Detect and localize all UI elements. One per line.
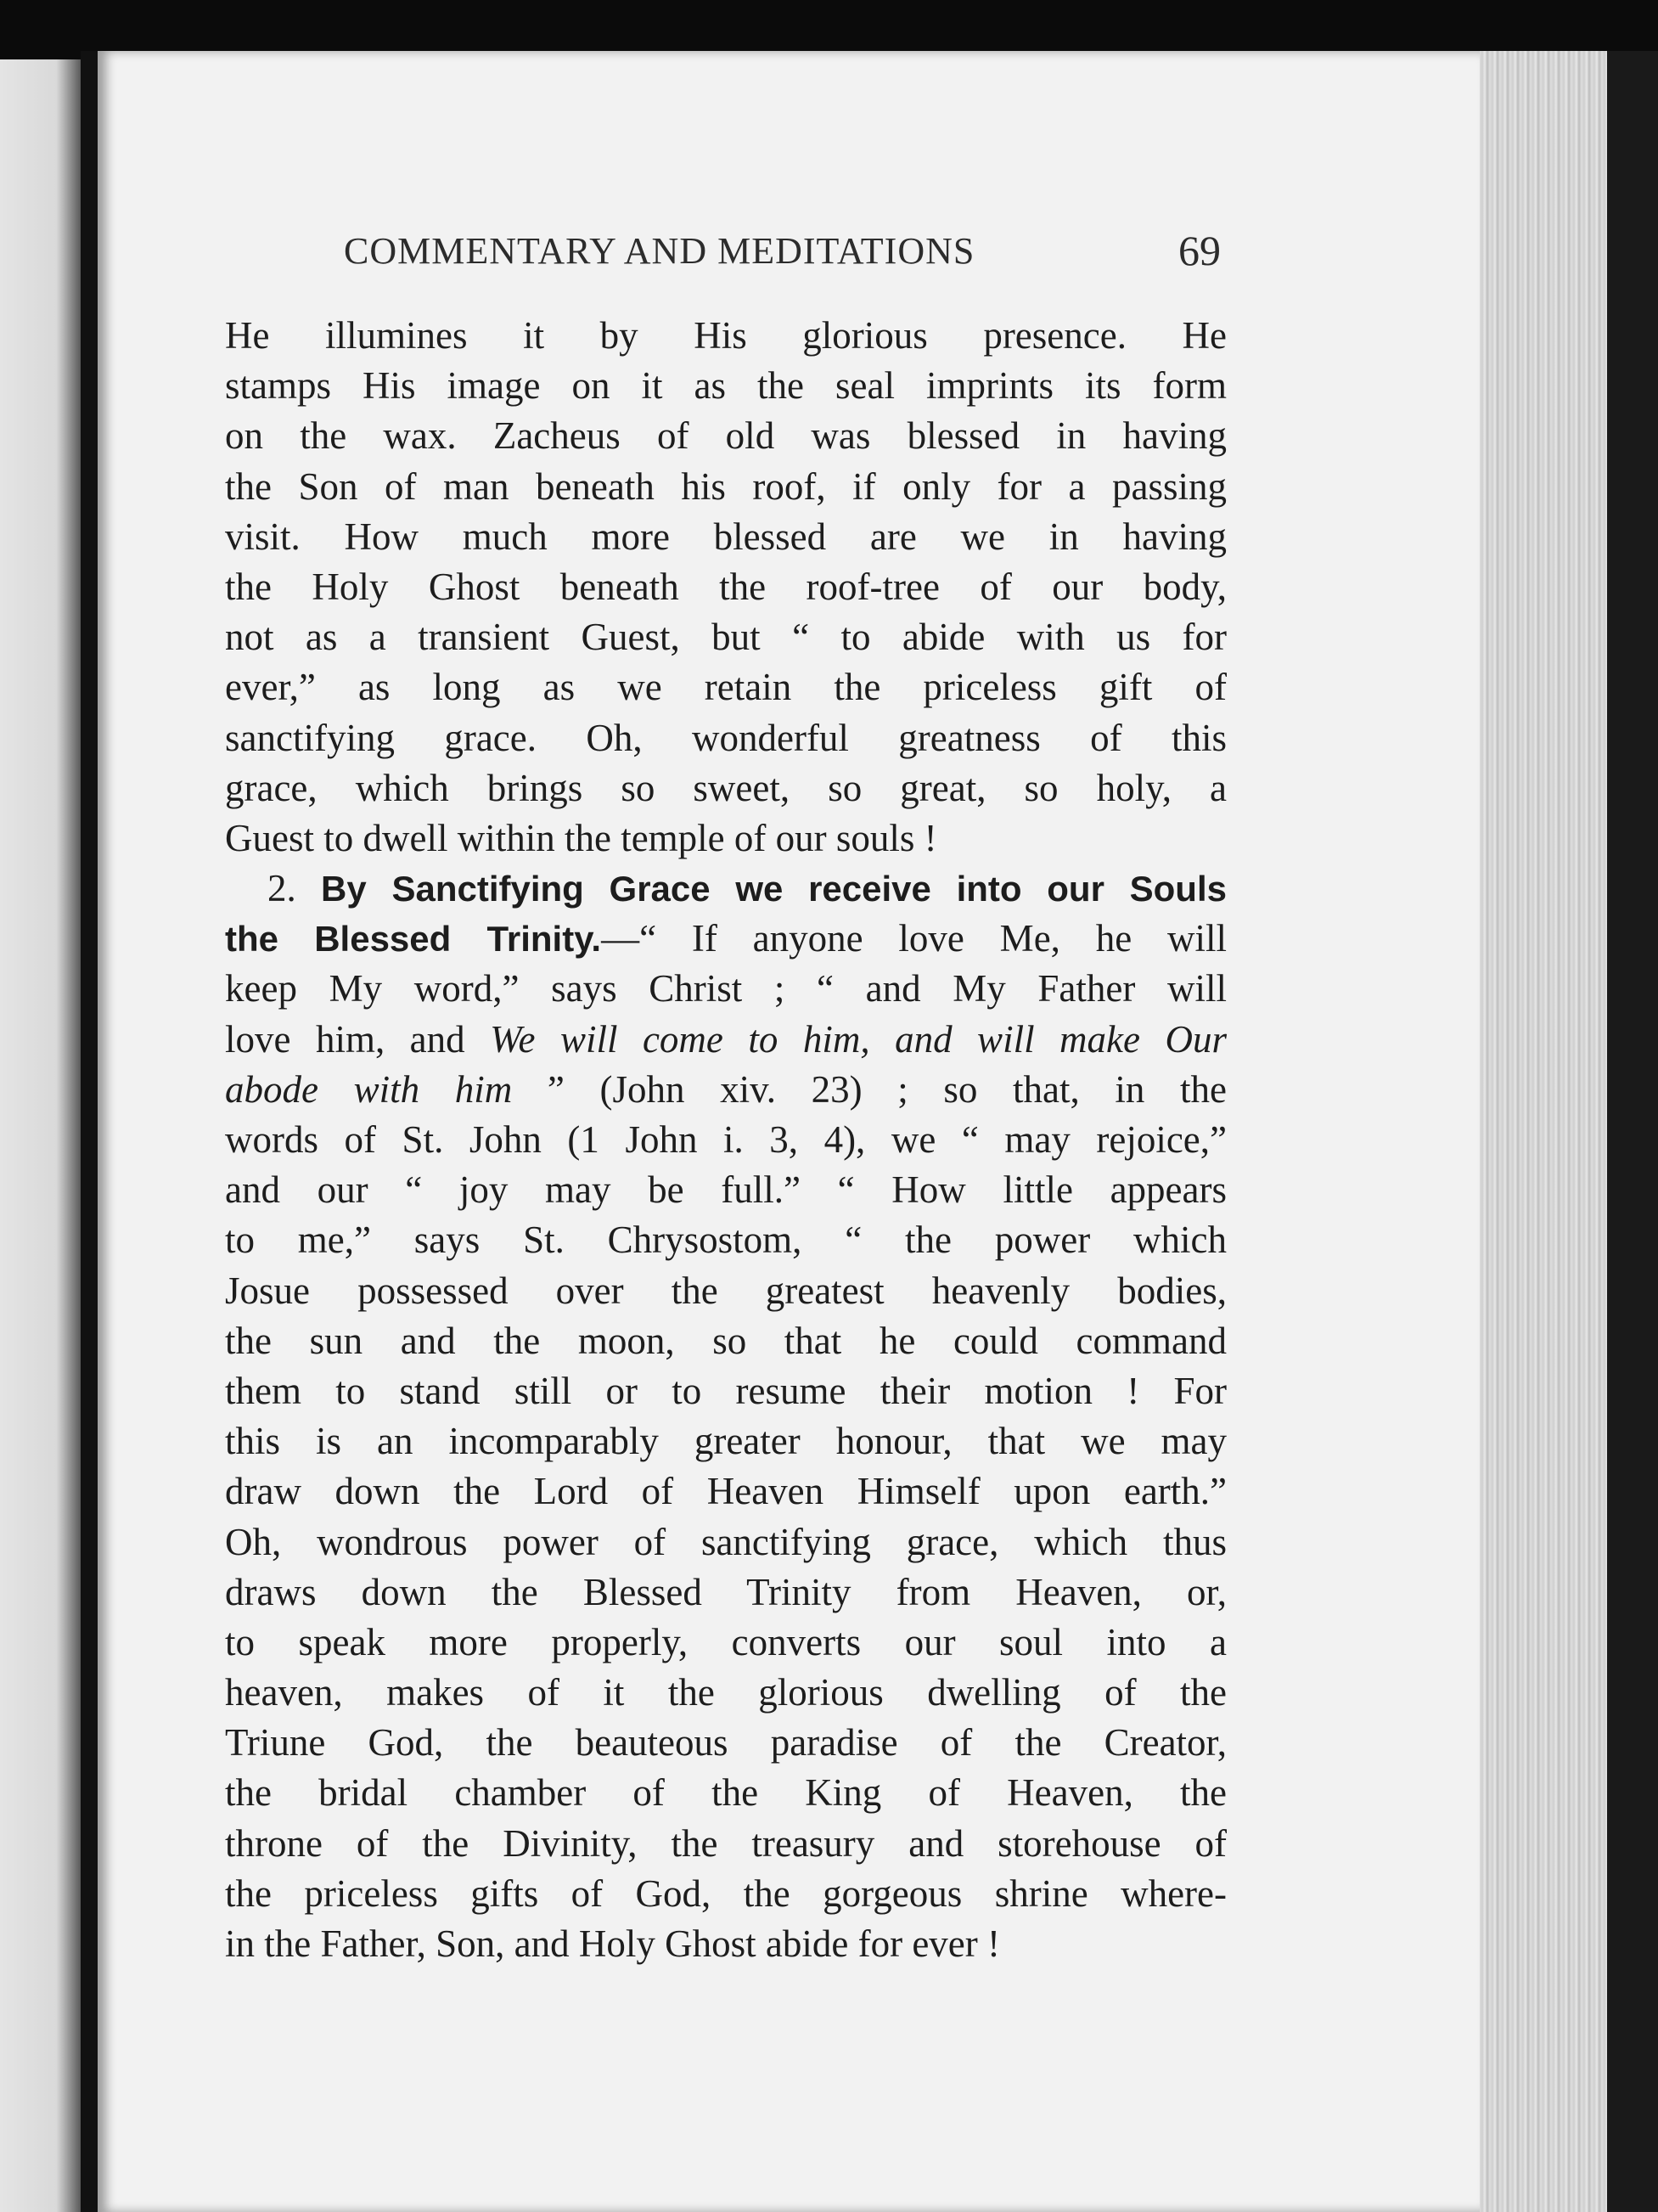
text-line: stamps His image on it as the seal imprints its form <box>225 364 1227 408</box>
page-edge-stack <box>1480 51 1607 2212</box>
text-line: draws down the Blessed Trinity from Heaven, or, <box>225 1570 1227 1613</box>
text-line: on the wax. Zacheus of old was blessed in having <box>225 414 1227 458</box>
italic-quote: We will come to him, and will make Our <box>490 1017 1227 1061</box>
text-span: ” (John xiv. 23) ; so that, in the <box>512 1067 1227 1111</box>
text-line: Josue possessed over the greatest heavenly bodies, <box>225 1269 1227 1312</box>
text-line: the priceless gifts of God, the gorgeous shrine where- <box>225 1871 1227 1915</box>
italic-quote: abode with him <box>225 1067 513 1111</box>
text-line: grace, which brings so sweet, so great, so holy, a <box>225 766 1227 809</box>
text-line: in the Father, Son, and Holy Ghost abide for ever ! <box>225 1922 1000 1965</box>
section-heading: By Sanctifying Grace we receive into our Souls <box>321 869 1227 909</box>
text-line: ever,” as long as we retain the priceless gift of <box>225 666 1227 709</box>
text-line: the Son of man beneath his roof, if only for a passing <box>225 464 1227 508</box>
text-line: Oh, wondrous power of sanctifying grace, which thus <box>225 1520 1227 1563</box>
section-heading-line <box>225 864 1227 914</box>
text-line: and our “ joy may be full.” “ How little appears <box>225 1168 1227 1212</box>
text-line: the sun and the moon, so that he could command <box>225 1319 1227 1362</box>
section-number: 2. <box>267 867 296 910</box>
text-line: the bridal chamber of the King of Heaven, the <box>225 1771 1227 1815</box>
text-line <box>225 1065 1227 1115</box>
text-line: to speak more properly, converts our soul into a <box>225 1620 1227 1663</box>
text-line: heaven, makes of it the glorious dwelling of the <box>225 1671 1227 1714</box>
text-line: He illumines it by His glorious presence. He <box>225 314 1227 357</box>
text-line: sanctifying grace. Oh, wonderful greatness of this <box>225 716 1227 759</box>
text-line <box>225 1015 1227 1065</box>
text-line: Guest to dwell within the temple of our souls ! <box>225 816 937 859</box>
section-heading-cont: the Blessed Trinity. <box>225 919 602 960</box>
book-gutter <box>81 51 99 2212</box>
text-span: love him, and <box>225 1017 491 1061</box>
text-line: to me,” says St. Chrysostom, “ the power which <box>225 1219 1227 1262</box>
text-line: Triune God, the beauteous paradise of the Creator, <box>225 1721 1227 1765</box>
text-line: draw down the Lord of Heaven Himself upon earth.” <box>225 1470 1227 1513</box>
text-line: them to stand still or to resume their motion ! For <box>225 1369 1227 1412</box>
text-line: not as a transient Guest, but “ to abide with us for <box>225 616 1227 659</box>
left-page-sliver <box>0 59 81 2212</box>
text-line: words of St. John (1 John i. 3, 4), we “ may rejoice,” <box>225 1118 1227 1161</box>
page-number: 69 <box>1178 227 1221 274</box>
text-line: the Holy Ghost beneath the roof-tree of our body, <box>225 565 1227 608</box>
running-head: COMMENTARY AND MEDITATIONS <box>344 230 975 272</box>
page-edge-shadow <box>1607 51 1658 2212</box>
text-line: this is an incomparably greater honour, that we may <box>225 1420 1227 1463</box>
text-span: —“ If anyone love Me, he will <box>601 917 1227 960</box>
text-line: throne of the Divinity, the treasury and storehouse of <box>225 1821 1227 1865</box>
text-line: keep My word,” says Christ ; “ and My Father will <box>225 967 1227 1010</box>
body-text <box>225 311 1227 1969</box>
text-line <box>225 914 1227 964</box>
text-line: visit. How much more blessed are we in having <box>225 515 1227 558</box>
